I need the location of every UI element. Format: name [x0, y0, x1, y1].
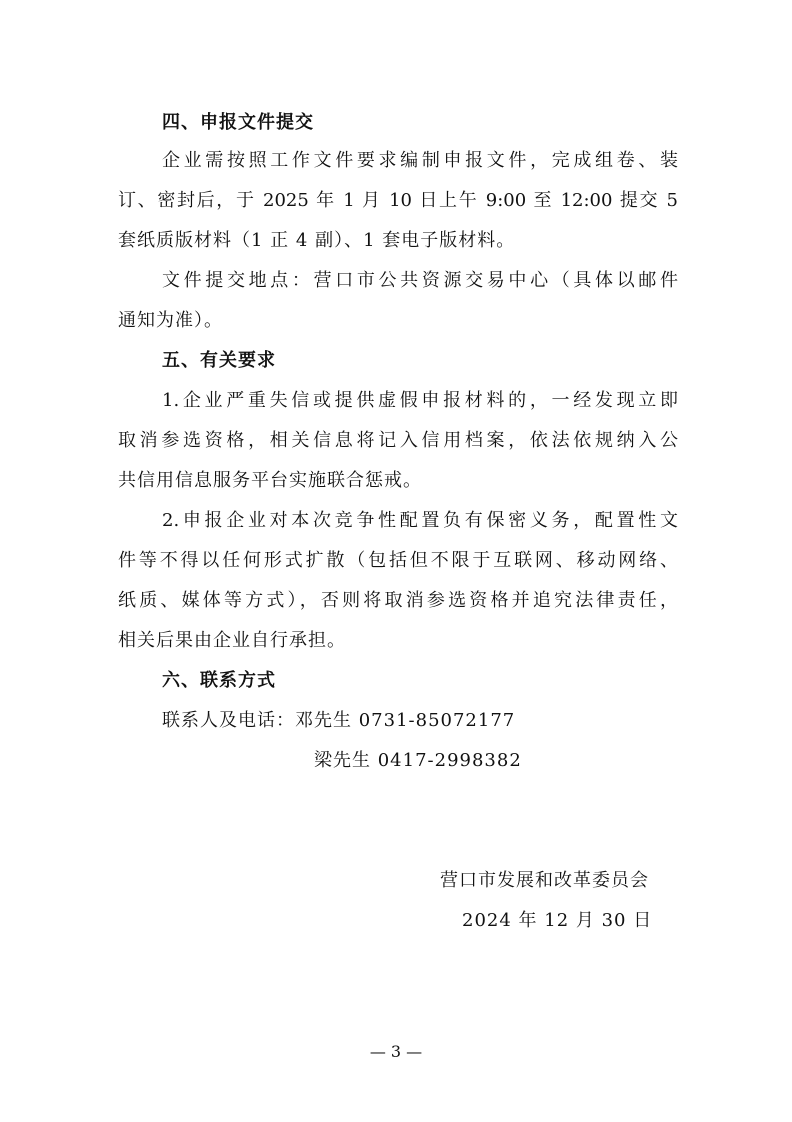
- page-number: — 3 —: [369, 1042, 423, 1061]
- section5-para2-line2: 件等不得以任何形式扩散（包括但不限于互联网、移动网络、: [118, 550, 678, 571]
- section4-para1-line3: 套纸质版材料（1 正 4 副）、1 套电子版材料。: [118, 230, 516, 251]
- signature-org: 营口市发展和改革委员会: [440, 870, 649, 891]
- section5-para2-line3: 纸质、媒体等方式），否则将取消参选资格并追究法律责任，: [118, 590, 678, 611]
- section4-para2-line1: 文件提交地点：营口市公共资源交易中心（具体以邮件: [162, 270, 678, 291]
- section5-heading: 五、有关要求: [162, 350, 276, 371]
- section4-para2-line2: 通知为准）。: [118, 310, 223, 331]
- section5-para1-line1: 1.企业严重失信或提供虚假申报材料的，一经发现立即: [162, 390, 678, 411]
- section5-para2-line1: 2.申报企业对本次竞争性配置负有保密义务，配置性文: [162, 510, 678, 531]
- contact-line-2: 梁先生 0417-2998382: [314, 750, 522, 771]
- signature-date: 2024 年 12 月 30 日: [462, 910, 653, 931]
- section5-para1-line3: 共信用信息服务平台实施联合惩戒。: [118, 470, 422, 491]
- section4-para1-line2: 订、密封后，于 2025 年 1 月 10 日上午 9:00 至 12:00 提交 5: [118, 190, 678, 211]
- section5-para1-line2: 取消参选资格，相关信息将记入信用档案，依法依规纳入公: [118, 430, 678, 451]
- section4-heading: 四、申报文件提交: [162, 112, 314, 133]
- contact-line-1: 联系人及电话：邓先生 0731-85072177: [162, 710, 516, 731]
- section5-para2-line4: 相关后果由企业自行承担。: [118, 630, 346, 651]
- section6-heading: 六、联系方式: [162, 670, 276, 691]
- section4-para1-line1: 企业需按照工作文件要求编制申报文件，完成组卷、装: [162, 150, 678, 171]
